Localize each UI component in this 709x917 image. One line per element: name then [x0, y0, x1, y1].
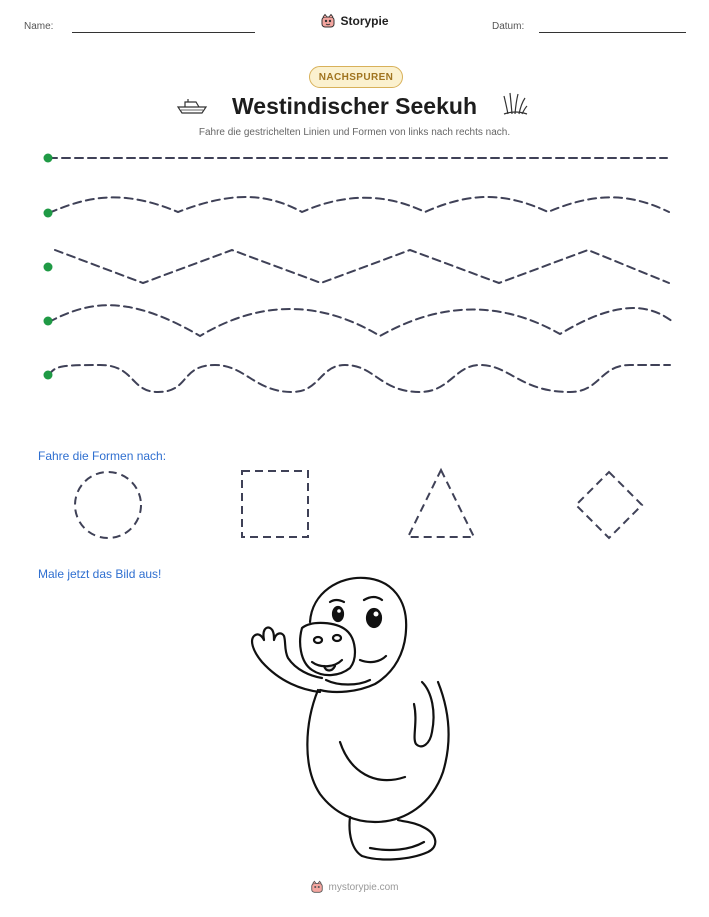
category-badge: NACHSPUREN [309, 66, 403, 88]
trace-shape-circle[interactable] [75, 472, 141, 538]
start-dot [44, 154, 53, 163]
storypie-logo-icon [310, 880, 324, 894]
start-dot [44, 263, 53, 272]
brand-name: Storypie [340, 14, 389, 28]
coloring-section-label: Male jetzt das Bild aus! [38, 567, 162, 581]
shapes-section-label: Fahre die Formen nach: [38, 449, 167, 463]
trace-line-zigzag[interactable] [55, 250, 669, 283]
start-dot [44, 371, 53, 380]
start-dot [44, 317, 53, 326]
instructions: Fahre die gestrichelten Linien und Formen von links nach rechts nach. [198, 127, 511, 138]
trace-shape-square[interactable] [242, 471, 308, 537]
name-label: Name: [24, 21, 54, 32]
page-title: Westindischer Seekuh [232, 93, 477, 119]
trace-shape-triangle[interactable] [408, 470, 474, 537]
footer [0, 880, 709, 894]
trace-line-bumps[interactable] [49, 365, 670, 392]
manatee-illustration[interactable] [240, 572, 470, 862]
start-dot [44, 209, 53, 218]
trace-line-wave[interactable] [49, 197, 669, 213]
footer-url[interactable]: mystorypie.com [328, 881, 399, 893]
trace-shape-diamond[interactable] [576, 472, 642, 538]
date-label: Datum: [492, 21, 525, 32]
trace-line-curve[interactable] [49, 305, 673, 336]
